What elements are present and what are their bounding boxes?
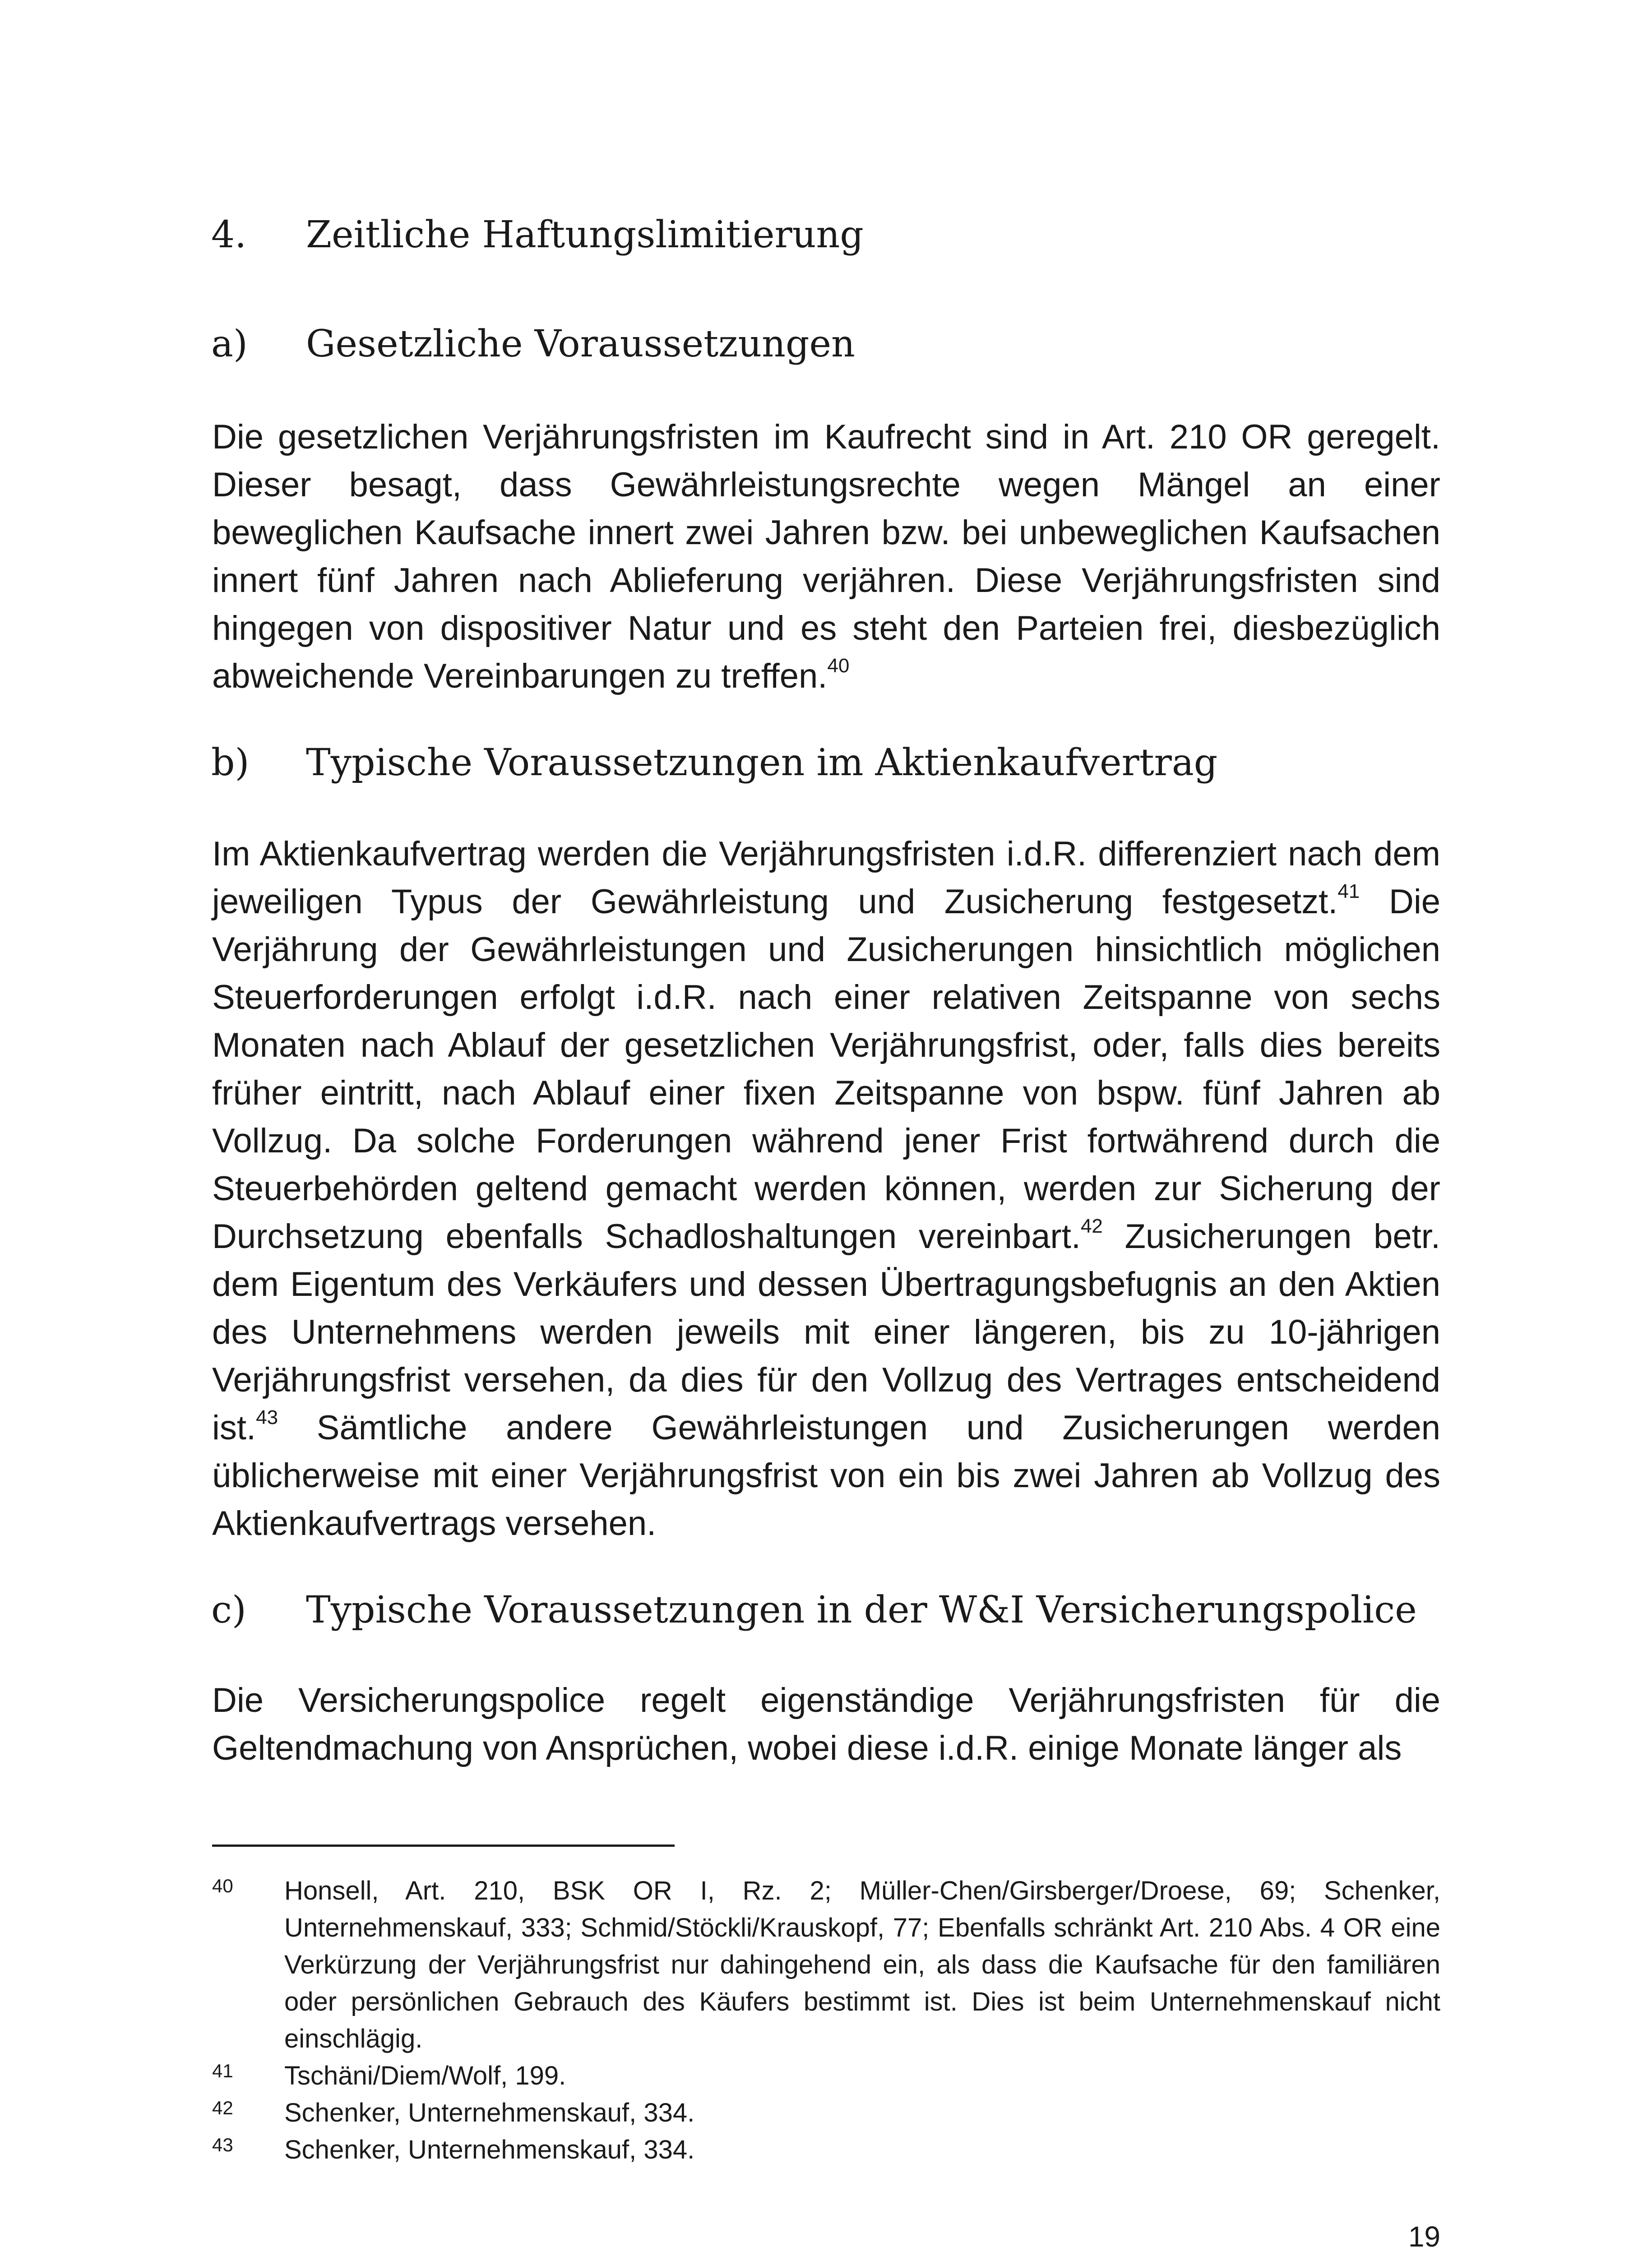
footnote-number: 43 [212, 2134, 233, 2155]
footnote-text: Schenker, Unternehmenskauf, 334. [284, 2135, 695, 2164]
footnote-text: Honsell, Art. 210, BSK OR I, Rz. 2; Müller-Chen/Girsberger/Droese, 69; Schenker, Unternehmenskauf, 333; Schmid/Stöckli/Krauskopf, 77; Ebenfalls schränkt Art. 210 Abs. 4 OR eine Verkürzung der Verjährungsfrist nur dahingehend ein, als dass die Kaufsache für den familiären oder persönlichen Gebrauch des Käufers bestimmt ist. Dies ist beim Unternehmenskauf nicht einschlägig. [284, 1876, 1440, 2053]
subsection-title: Typische Voraussetzungen in der W&I Versicherungspolice [306, 1589, 1417, 1632]
footnotes [212, 1872, 1440, 2168]
page-number: 19 [1408, 2220, 1440, 2253]
footnote-number: 40 [212, 1875, 233, 1896]
paragraph-text: Die gesetzlichen Verjährungsfristen im Kaufrecht sind in Art. 210 OR geregelt. Dieser besagt, dass Gewährleistungsrechte wegen Mängel an einer beweglichen Kaufsache innert zwei Jahren bzw. bei unbeweglichen Kaufsachen innert fünf Jahren nach Ablieferung verjähren. Diese Verjährungsfristen sind hingegen von dispositiver Natur und es steht den Parteien frei, diesbezüglich abweichende Vereinbarungen zu treffen. [212, 418, 1440, 695]
paragraph-text: Im Aktienkaufvertrag werden die Verjährungsfristen i.d.R. differenziert nach dem jeweiligen Typus der Gewährleistung und Zusicherung festgesetzt. [212, 835, 1440, 921]
section-title: Zeitliche Haftungslimitierung [306, 213, 864, 256]
footnote-number: 41 [212, 2060, 233, 2081]
paragraph-text: Die Verjährung der Gewährleistungen und Zusicherungen hinsichtlich möglichen Steuerforderungen erfolgt i.d.R. nach einer relativen Zeitspanne von sechs Monaten nach Ablauf der gesetzlichen Verjährungsfrist, oder, falls dies bereits früher eintritt, nach Ablauf einer fixen Zeitspanne von bspw. fünf Jahren ab Vollzug. Da solche Forderungen während jener Frist fortwährend durch die Steuerbehörden geltend gemacht werden können, werden zur Sicherung der Durchsetzung ebenfalls Schadloshaltungen vereinbart. [212, 883, 1440, 1256]
section-number: 4. [211, 213, 247, 256]
subsection-letter: c) [211, 1589, 246, 1632]
paragraph-text: Die Versicherungspolice regelt eigenständige Verjährungsfristen für die Geltendmachung von Ansprüchen, wobei diese i.d.R. einige Monate länger als [212, 1681, 1440, 1767]
subsection-letter: a) [211, 323, 248, 365]
footnote-reference[interactable]: 40 [827, 655, 850, 677]
footnote-reference[interactable]: 42 [1080, 1215, 1103, 1237]
footnote [212, 2057, 1440, 2094]
footnote-separator [212, 1845, 675, 1847]
footnote-number: 42 [212, 2097, 233, 2118]
subsection-title: Typische Voraussetzungen im Aktienkaufvertrag [306, 741, 1218, 784]
footnote [212, 2131, 1440, 2168]
footnote [212, 1872, 1440, 2057]
footnote-reference[interactable]: 43 [256, 1406, 278, 1428]
subsection-letter: b) [211, 741, 250, 784]
paragraph-text: Zusicherungen betr. dem Eigentum des Verkäufers und dessen Übertragungsbefugnis an den Aktien des Unternehmens werden jeweils mit einer längeren, bis zu 10-jährigen Verjährungsfrist versehen, da dies für den Vollzug des Vertrages entscheidend ist. [212, 1217, 1440, 1447]
footnote-text: Tschäni/Diem/Wolf, 199. [284, 2061, 566, 2090]
paragraph-b [212, 830, 1440, 1548]
footnote-reference[interactable]: 41 [1337, 880, 1360, 902]
subsection-title: Gesetzliche Voraussetzungen [306, 323, 855, 365]
paragraph-c [212, 1677, 1440, 1772]
footnote-text: Schenker, Unternehmenskauf, 334. [284, 2098, 695, 2127]
paragraph-text: Sämtliche andere Gewährleistungen und Zusicherungen werden üblicherweise mit einer Verjährungsfrist von ein bis zwei Jahren ab Vollzug des Aktienkaufvertrags versehen. [212, 1409, 1440, 1543]
paragraph-a [212, 413, 1440, 700]
footnote [212, 2094, 1440, 2131]
